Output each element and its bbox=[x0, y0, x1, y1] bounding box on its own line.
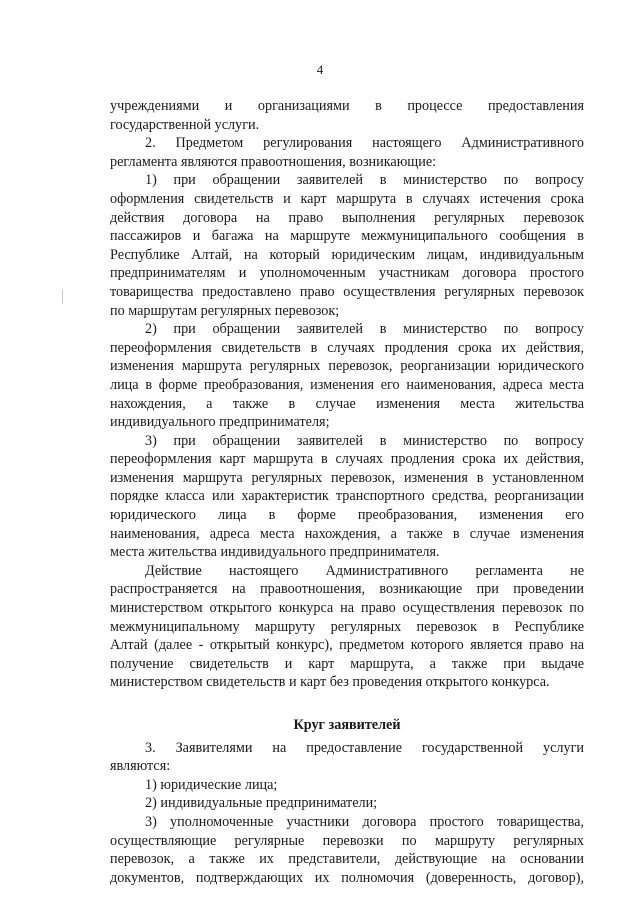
text-line: пассажиров и багажа на маршруте межмуниципального сообщения в bbox=[110, 228, 584, 245]
text-line: 3. Заявителями на предоставление государственной услуги bbox=[145, 739, 584, 756]
text-line: министерством свидетельств и карт без проведения открытого конкурса. bbox=[110, 674, 550, 691]
text-line: перевозок, а также их представители, действующие на основании bbox=[110, 851, 584, 868]
text-line: товарищества предоставлено право осуществления регулярных перевозок bbox=[110, 283, 584, 300]
text-line: являются: bbox=[110, 758, 171, 775]
text-line: по маршрутам регулярных перевозок; bbox=[110, 302, 340, 319]
text-line: наименования, адреса места нахождения, а также в случае изменения bbox=[110, 525, 584, 542]
text-line: документов, подтверждающих их полномочия (доверенность, договор), bbox=[110, 869, 584, 886]
text-line: действия договора на право выполнения регулярных перевозок bbox=[110, 209, 584, 226]
text-line: получение свидетельств и карт маршрута, а также при выдаче bbox=[110, 655, 584, 672]
text-line: нахождения, а также в случае изменения места жительства bbox=[110, 395, 584, 412]
text-line: изменения маршрута регулярных перевозок, реорганизации юридического bbox=[110, 358, 584, 375]
text-line: 3) при обращении заявителей в министерство по вопросу bbox=[145, 432, 584, 449]
list-item: 3) уполномоченные участники договора простого товарищества, bbox=[145, 813, 584, 830]
text-line: Алтай (далее - открытый конкурс), предметом которого является право на bbox=[110, 637, 584, 654]
text-line: государственной услуги. bbox=[110, 116, 260, 133]
text-line: 2) при обращении заявителей в министерство по вопросу bbox=[145, 321, 584, 338]
text-line: порядке класса или характеристик транспортного средства, реорганизации bbox=[110, 488, 584, 505]
section-heading: Круг заявителей bbox=[293, 717, 401, 733]
text-line: Действие настоящего Административного регламента не bbox=[145, 562, 584, 579]
text-line: оформления свидетельств и карт маршрута в случаях истечения срока bbox=[110, 190, 584, 207]
text-line: лица в форме преобразования, изменения его наименования, адреса места bbox=[110, 376, 584, 393]
list-item: 1) юридические лица; bbox=[145, 776, 278, 793]
page-number: 4 bbox=[316, 62, 324, 77]
text-line: предпринимателям и уполномоченным участникам договора простого bbox=[110, 265, 584, 282]
text-line: межмуниципальному маршруту регулярных перевозок в Республике bbox=[110, 618, 584, 635]
text-line: 2. Предметом регулирования настоящего Административного bbox=[145, 135, 584, 152]
document-body bbox=[110, 97, 584, 887]
text-line: осуществляющие регулярные перевозки по маршруту регулярных bbox=[110, 832, 584, 849]
text-line: юридического лица в форме преобразования, изменения его bbox=[110, 507, 584, 524]
text-line: 1) при обращении заявителей в министерство по вопросу bbox=[145, 172, 584, 189]
text-line: индивидуального предпринимателя; bbox=[110, 414, 330, 431]
text-line: учреждениями и организациями в процессе предоставления bbox=[110, 98, 584, 114]
text-line: переоформления свидетельств в случаях продления срока их действия, bbox=[110, 339, 584, 356]
text-line: министерством открытого конкурса на право осуществления перевозок по bbox=[110, 600, 584, 617]
text-line: изменения маршрута регулярных перевозок, изменения в установленном bbox=[110, 469, 584, 486]
text-line: места жительства индивидуального предпринимателя. bbox=[110, 544, 440, 561]
text-line: распространяется на правоотношения, возникающие при проведении bbox=[110, 581, 584, 598]
text-line: регламента являются правоотношения, возникающие: bbox=[110, 153, 437, 170]
text-line: Республике Алтай, на который юридическим лицам, индивидуальным bbox=[110, 246, 584, 263]
list-item: 2) индивидуальные предприниматели; bbox=[145, 795, 378, 812]
margin-mark bbox=[62, 290, 63, 304]
text-line: переоформления карт маршрута в случаях продления срока их действия, bbox=[110, 451, 584, 468]
